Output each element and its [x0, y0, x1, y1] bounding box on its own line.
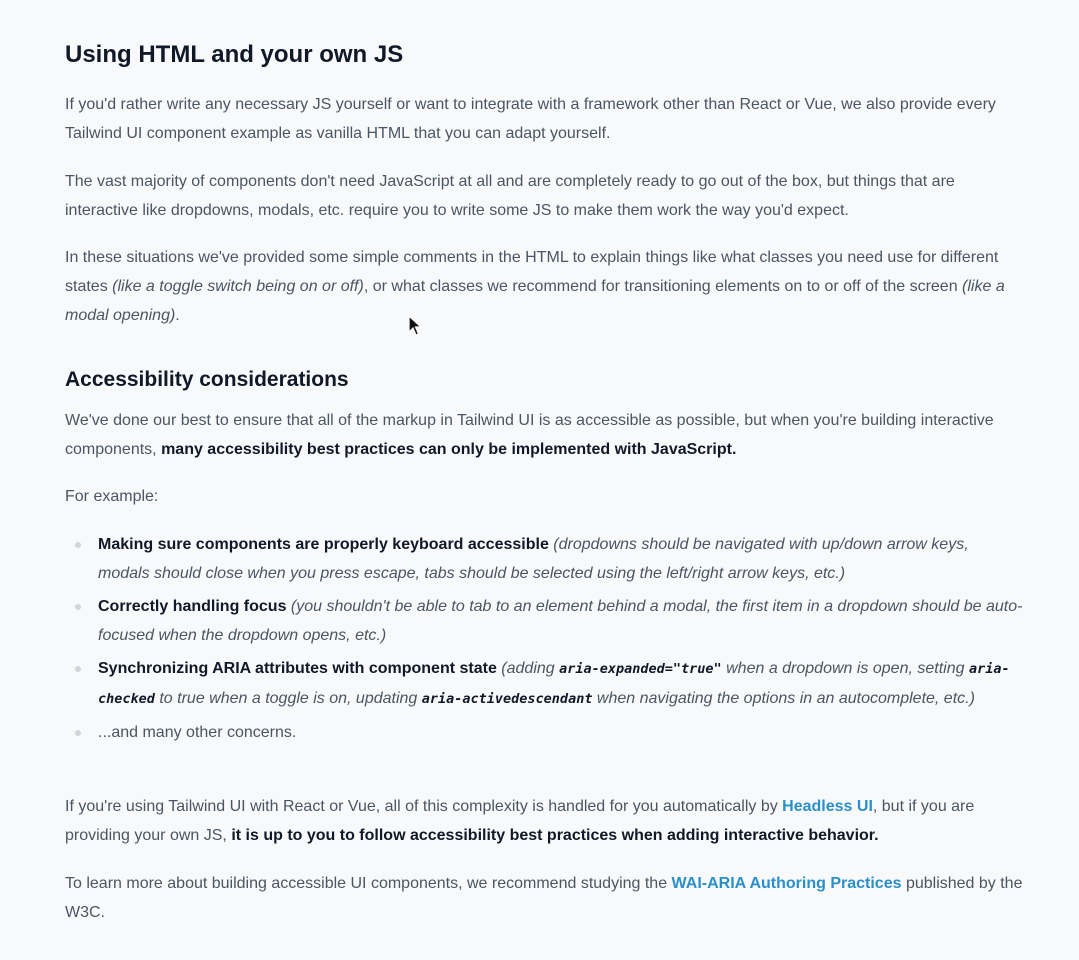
- paragraph-text: , or what classes we recommend for transitioning elements on to or off of the screen: [363, 278, 963, 295]
- paragraph-text: We've done our best to ensure that all of the markup in Tailwind UI is as accessible as possible, but when you're building interactive components,: [65, 412, 994, 458]
- paragraph-text: If you're using Tailwind UI with React or Vue, all of this complexity is handled for you automatically by: [65, 798, 783, 815]
- paragraph-text: If you'd rather write any necessary JS yourself or want to integrate with a framework other than React or Vue, we also provide every Tailwind UI component example as vanilla HTML that you can adapt yourself.: [65, 96, 996, 142]
- paragraph-text: The vast majority of components don't need JavaScript at all and are completely ready to go out of the box, but things that are interactive like dropdowns, modals, etc. require you to write some JS to make them work the way you'd expect.: [65, 173, 955, 219]
- section-heading-html-js: Using HTML and your own JS: [65, 41, 404, 68]
- section-heading-accessibility: Accessibility considerations: [65, 368, 349, 391]
- strong-text: Synchronizing ARIA attributes with component state: [98, 660, 497, 677]
- emphasis-text: when a dropdown is open, setting: [721, 660, 969, 677]
- mouse-pointer-icon: [408, 315, 422, 337]
- list-item-text: ...and many other concerns.: [98, 724, 297, 741]
- list-item: [65, 654, 1023, 714]
- emphasis-text: (adding: [496, 660, 560, 677]
- paragraph-comments: [65, 243, 1023, 330]
- list-item: [65, 530, 1023, 588]
- emphasis-text: (you shouldn't be able to tab to an element behind a modal, the first item in a dropdown should be auto-focused when the dropdown opens, etc.): [98, 598, 1023, 644]
- inline-code: aria-checked: [98, 661, 1010, 707]
- inline-code: aria-activedescendant: [421, 691, 593, 707]
- strong-text: it is up to you to follow accessibility best practices when adding interactive behavior.: [231, 827, 879, 844]
- paragraph-text: For example:: [65, 488, 159, 505]
- strong-text: Correctly handling focus: [98, 598, 287, 615]
- paragraph-text: .: [175, 307, 180, 324]
- paragraph-text: To learn more about building accessible UI components, we recommend studying the: [65, 875, 672, 892]
- bullet-icon: [75, 666, 81, 672]
- paragraph-wai-aria: [65, 869, 1023, 927]
- emphasis-text: (like a toggle switch being on or off): [112, 278, 364, 295]
- paragraph-text: In these situations we've provided some simple comments in the HTML to explain things like what classes you need use for different states: [65, 249, 999, 295]
- list-item: [65, 718, 1023, 747]
- accessibility-list: [65, 530, 1023, 751]
- strong-text: many accessibility best practices can only be implemented with JavaScript.: [161, 441, 737, 458]
- paragraph-accessibility-intro: [65, 406, 1023, 464]
- bullet-icon: [75, 730, 81, 736]
- emphasis-text: to true when a toggle is on, updating: [154, 690, 422, 707]
- paragraph-text: , but if you are providing your own JS,: [65, 798, 975, 844]
- wai-aria-link[interactable]: WAI-ARIA Authoring Practices: [671, 875, 902, 892]
- inline-code: aria-expanded="true": [559, 661, 722, 677]
- strong-text: Making sure components are properly keyboard accessible: [98, 536, 549, 553]
- paragraph-for-example: [65, 482, 1023, 511]
- emphasis-text: (dropdowns should be navigated with up/down arrow keys, modals should close when you press escape, tabs should be selected using the left/right arrow keys, etc.): [98, 536, 969, 582]
- paragraph-components-js: [65, 167, 1023, 225]
- paragraph-intro: [65, 90, 1023, 148]
- paragraph-text: published by the W3C.: [65, 875, 1023, 921]
- emphasis-text: when navigating the options in an autocomplete, etc.): [592, 690, 975, 707]
- headless-ui-link[interactable]: Headless UI: [782, 798, 873, 815]
- list-item: [65, 592, 1023, 650]
- paragraph-headless-ui: [65, 792, 1023, 850]
- emphasis-text: (like a modal opening): [65, 278, 1005, 324]
- bullet-icon: [75, 604, 81, 610]
- bullet-icon: [75, 542, 81, 548]
